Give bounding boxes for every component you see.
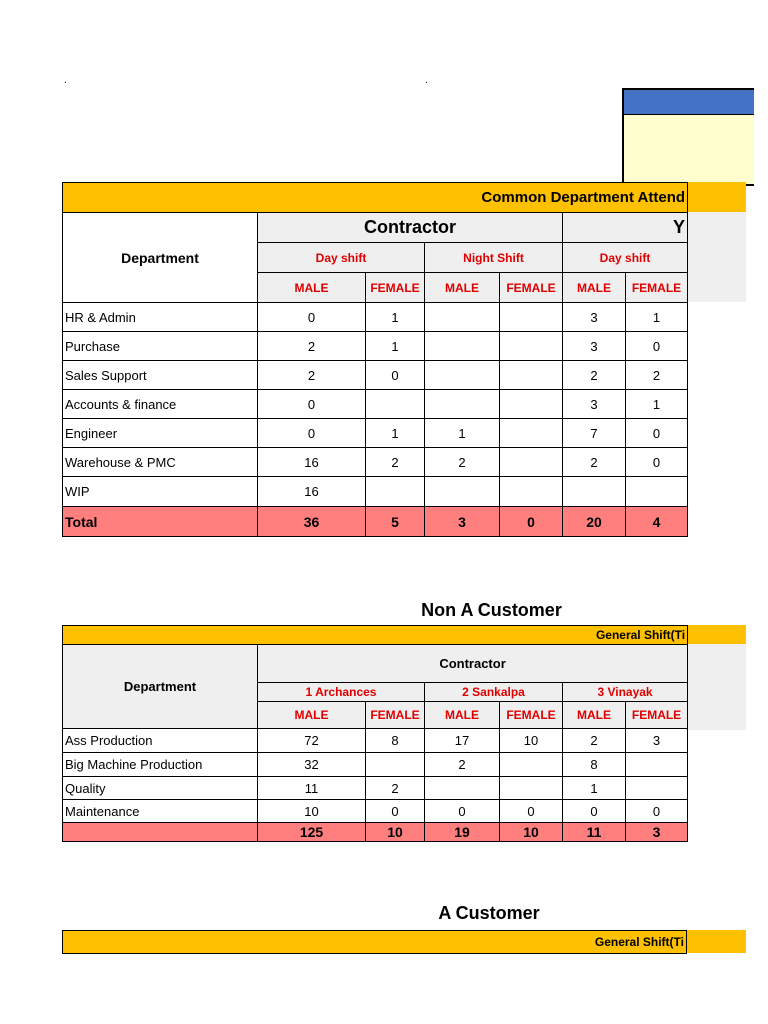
non-a-customer-table — [62, 625, 688, 842]
cell — [626, 753, 688, 777]
title-bar-overflow — [686, 625, 746, 644]
gender-header: MALE — [563, 702, 626, 729]
cell: 7 — [563, 419, 626, 448]
cell: 0 — [366, 800, 425, 823]
row-department: Warehouse & PMC — [63, 448, 258, 477]
cell: 10 — [258, 800, 366, 823]
row-department: WIP — [63, 477, 258, 507]
department-header: Department — [63, 645, 258, 729]
title-bar-overflow — [686, 930, 746, 953]
cell: 0 — [563, 800, 626, 823]
cell: 1 — [563, 777, 626, 800]
table-row — [63, 777, 688, 800]
cell: 3 — [563, 303, 626, 332]
cell: 3 — [563, 390, 626, 419]
cell: 0 — [425, 800, 500, 823]
gender-header: FEMALE — [626, 702, 688, 729]
cell: 16 — [258, 448, 366, 477]
table-row — [63, 361, 688, 390]
common-department-table — [62, 182, 688, 537]
shift-header: Night Shift — [425, 243, 563, 273]
cell: 8 — [563, 753, 626, 777]
cell — [563, 477, 626, 507]
row-department: Quality — [63, 777, 258, 800]
group-header: 2 Sankalpa — [425, 683, 563, 702]
row-department: Ass Production — [63, 729, 258, 753]
cell: 2 — [366, 448, 425, 477]
cell: 10 — [500, 729, 563, 753]
cell: 0 — [258, 390, 366, 419]
cell: 17 — [425, 729, 500, 753]
total-cell: 0 — [500, 507, 563, 537]
gender-header: FEMALE — [366, 273, 425, 303]
cell: 2 — [366, 777, 425, 800]
cell — [500, 303, 563, 332]
stray-dot: . — [425, 75, 428, 86]
cell: 2 — [563, 729, 626, 753]
table-row — [63, 753, 688, 777]
cell: 3 — [563, 332, 626, 361]
cell: 2 — [258, 361, 366, 390]
cell: 0 — [258, 303, 366, 332]
row-department: Accounts & finance — [63, 390, 258, 419]
table-row — [63, 729, 688, 753]
cell: 2 — [563, 361, 626, 390]
row-department: Big Machine Production — [63, 753, 258, 777]
table-row — [63, 419, 688, 448]
cell: 1 — [366, 419, 425, 448]
table-title-bar: General Shift(Ti — [63, 931, 687, 954]
gender-header: MALE — [425, 702, 500, 729]
contractor-header: Contractor — [258, 213, 563, 243]
department-header: Department — [63, 213, 258, 303]
cell — [425, 361, 500, 390]
total-cell: 5 — [366, 507, 425, 537]
table-row — [63, 800, 688, 823]
cell: 3 — [626, 729, 688, 753]
a-customer-table — [62, 930, 687, 954]
header-overflow — [686, 644, 746, 730]
total-cell: 10 — [366, 823, 425, 842]
cell — [425, 390, 500, 419]
gender-header: MALE — [258, 702, 366, 729]
cell — [626, 477, 688, 507]
total-cell: 36 — [258, 507, 366, 537]
total-cell: 125 — [258, 823, 366, 842]
total-cell: 19 — [425, 823, 500, 842]
table-row — [63, 390, 688, 419]
cell — [366, 477, 425, 507]
table-title-bar: Common Department Attend — [63, 183, 688, 213]
cell: 72 — [258, 729, 366, 753]
cell: 0 — [258, 419, 366, 448]
cell — [500, 777, 563, 800]
total-cell: 3 — [626, 823, 688, 842]
row-department: Sales Support — [63, 361, 258, 390]
cell: 1 — [366, 303, 425, 332]
cell — [500, 390, 563, 419]
title-bar-overflow — [686, 182, 746, 212]
cell: 2 — [425, 448, 500, 477]
row-department: Engineer — [63, 419, 258, 448]
cell: 1 — [626, 390, 688, 419]
cell: 2 — [258, 332, 366, 361]
total-row — [63, 823, 688, 842]
cell: 2 — [626, 361, 688, 390]
cell — [626, 777, 688, 800]
cell — [500, 361, 563, 390]
stray-dot: . — [64, 75, 67, 86]
cell: 0 — [500, 800, 563, 823]
cell: 2 — [563, 448, 626, 477]
cell: 11 — [258, 777, 366, 800]
gender-header: MALE — [258, 273, 366, 303]
contractor-header: Contractor — [258, 645, 688, 683]
cell — [500, 332, 563, 361]
group-header: 1 Archances — [258, 683, 425, 702]
row-department: Maintenance — [63, 800, 258, 823]
total-cell: 11 — [563, 823, 626, 842]
total-cell: 4 — [626, 507, 688, 537]
cell: 0 — [626, 448, 688, 477]
table-row — [63, 303, 688, 332]
cell: 0 — [626, 800, 688, 823]
gender-header: FEMALE — [500, 273, 563, 303]
gender-header: MALE — [425, 273, 500, 303]
gender-header: FEMALE — [626, 273, 688, 303]
total-cell: 3 — [425, 507, 500, 537]
cell — [500, 477, 563, 507]
cell — [366, 390, 425, 419]
shift-header: Day shift — [563, 243, 688, 273]
cell: 2 — [425, 753, 500, 777]
row-department: Purchase — [63, 332, 258, 361]
header-overflow — [686, 212, 746, 302]
cell — [500, 448, 563, 477]
cell — [500, 419, 563, 448]
cell: 0 — [626, 419, 688, 448]
group-header: Y — [563, 213, 688, 243]
table-row — [63, 332, 688, 361]
table-title-bar: General Shift(Ti — [63, 626, 688, 645]
gender-header: FEMALE — [500, 702, 563, 729]
cell — [425, 777, 500, 800]
cell — [500, 753, 563, 777]
section-title: A Customer — [438, 903, 540, 923]
cell: 16 — [258, 477, 366, 507]
shift-header: Day shift — [258, 243, 425, 273]
total-row — [63, 507, 688, 537]
cell — [425, 332, 500, 361]
cell: 8 — [366, 729, 425, 753]
group-header: 3 Vinayak — [563, 683, 688, 702]
gender-header: FEMALE — [366, 702, 425, 729]
total-label — [63, 823, 258, 842]
cell — [425, 303, 500, 332]
table-row — [63, 477, 688, 507]
header-box — [622, 88, 754, 186]
cell: 0 — [366, 361, 425, 390]
header-box-blue-band — [624, 90, 754, 115]
total-label: Total — [63, 507, 258, 537]
table-row — [63, 448, 688, 477]
section-title: Non A Customer — [421, 600, 562, 620]
cell: 0 — [626, 332, 688, 361]
cell: 1 — [425, 419, 500, 448]
row-department: HR & Admin — [63, 303, 258, 332]
cell: 32 — [258, 753, 366, 777]
cell: 1 — [626, 303, 688, 332]
total-cell: 20 — [563, 507, 626, 537]
cell: 1 — [366, 332, 425, 361]
gender-header: MALE — [563, 273, 626, 303]
cell — [425, 477, 500, 507]
cell — [366, 753, 425, 777]
total-cell: 10 — [500, 823, 563, 842]
